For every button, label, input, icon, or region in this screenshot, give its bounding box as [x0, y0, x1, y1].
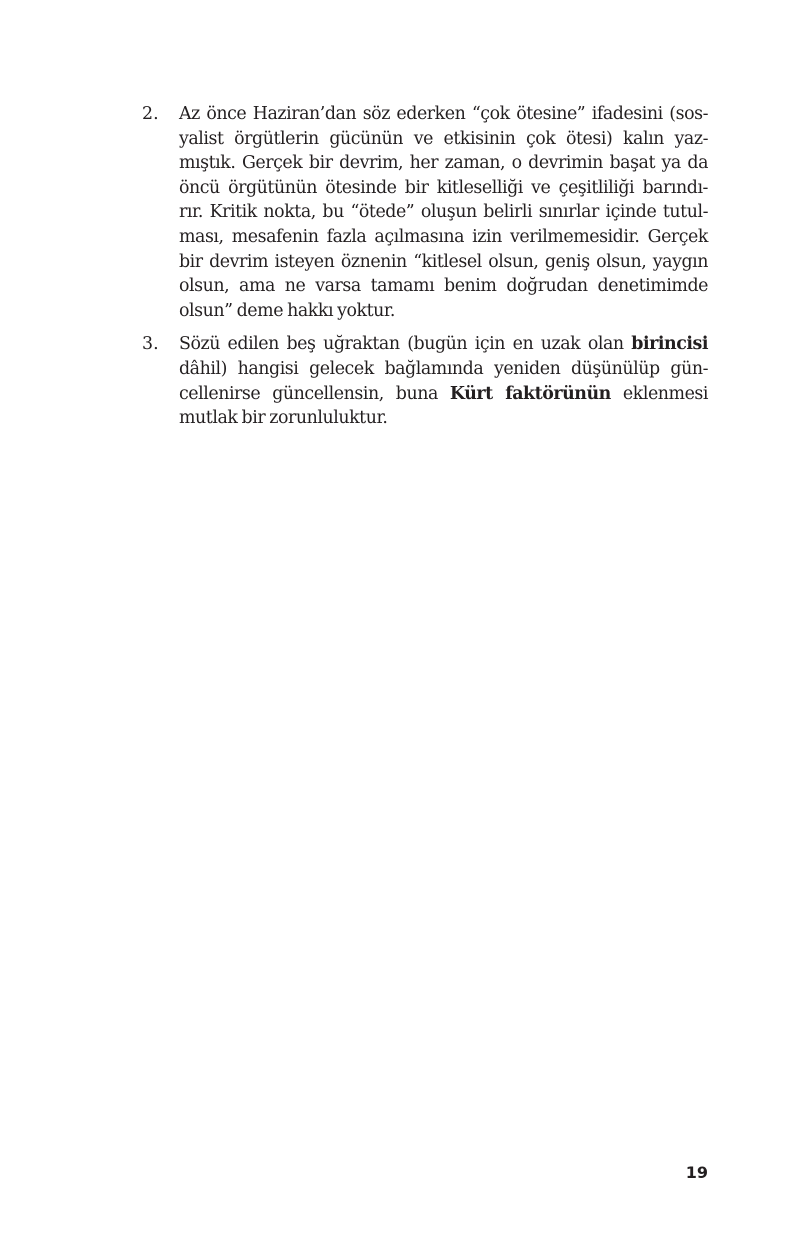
- paragraph-line: rır. Kritik nokta, bu “ötede” oluşun belirli sınırlar içinde tutul-: [179, 202, 708, 223]
- text-run: cellenirse güncellensin, buna: [179, 383, 450, 404]
- paragraph-line: olsun, ama ne varsa tamamı benim doğrudan denetimimde: [179, 276, 708, 297]
- bold-text: Kürt faktörünün: [449, 383, 611, 404]
- text-run: eklenmesi: [610, 383, 708, 404]
- numbered-list: [142, 102, 708, 440]
- page-number: 19: [685, 1163, 708, 1182]
- paragraph-line: Az önce Haziran’dan söz ederken “çok ötesine” ifadesini (sos-: [179, 104, 708, 124]
- paragraph-line: mıştık. Gerçek bir devrim, her zaman, o devrimin başat ya da: [179, 153, 708, 174]
- paragraph-line: [179, 382, 708, 407]
- list-item-2: [142, 102, 708, 323]
- paragraph-line: [179, 332, 708, 357]
- paragraph-line: dâhil) hangisi gelecek bağlamında yeniden düşünülüp gün-: [179, 358, 708, 379]
- paragraph-line: yalist örgütlerin gücünün ve etkisinin çok ötesi) kalın yaz-: [179, 128, 708, 149]
- bold-text: birincisi: [631, 334, 708, 355]
- text-run: Sözü edilen beş uğraktan (bugün için en uzak olan: [179, 334, 632, 355]
- paragraph-line: ması, mesafenin fazla açılmasına izin verilmemesidir. Gerçek: [179, 226, 708, 247]
- paragraph-line: öncü örgütünün ötesinde bir kitleselliği ve çeşitliliği barındı-: [179, 177, 708, 198]
- paragraph-line: bir devrim isteyen öznenin “kitlesel olsun, geniş olsun, yaygın: [179, 251, 708, 272]
- list-item-3: [142, 332, 708, 430]
- list-item-number: 3.: [142, 334, 159, 355]
- list-item-number: 2.: [142, 104, 159, 124]
- paragraph-line: mutlak bir zorunluluktur.: [179, 408, 388, 429]
- paragraph-line: olsun” deme hakkı yoktur.: [179, 300, 395, 321]
